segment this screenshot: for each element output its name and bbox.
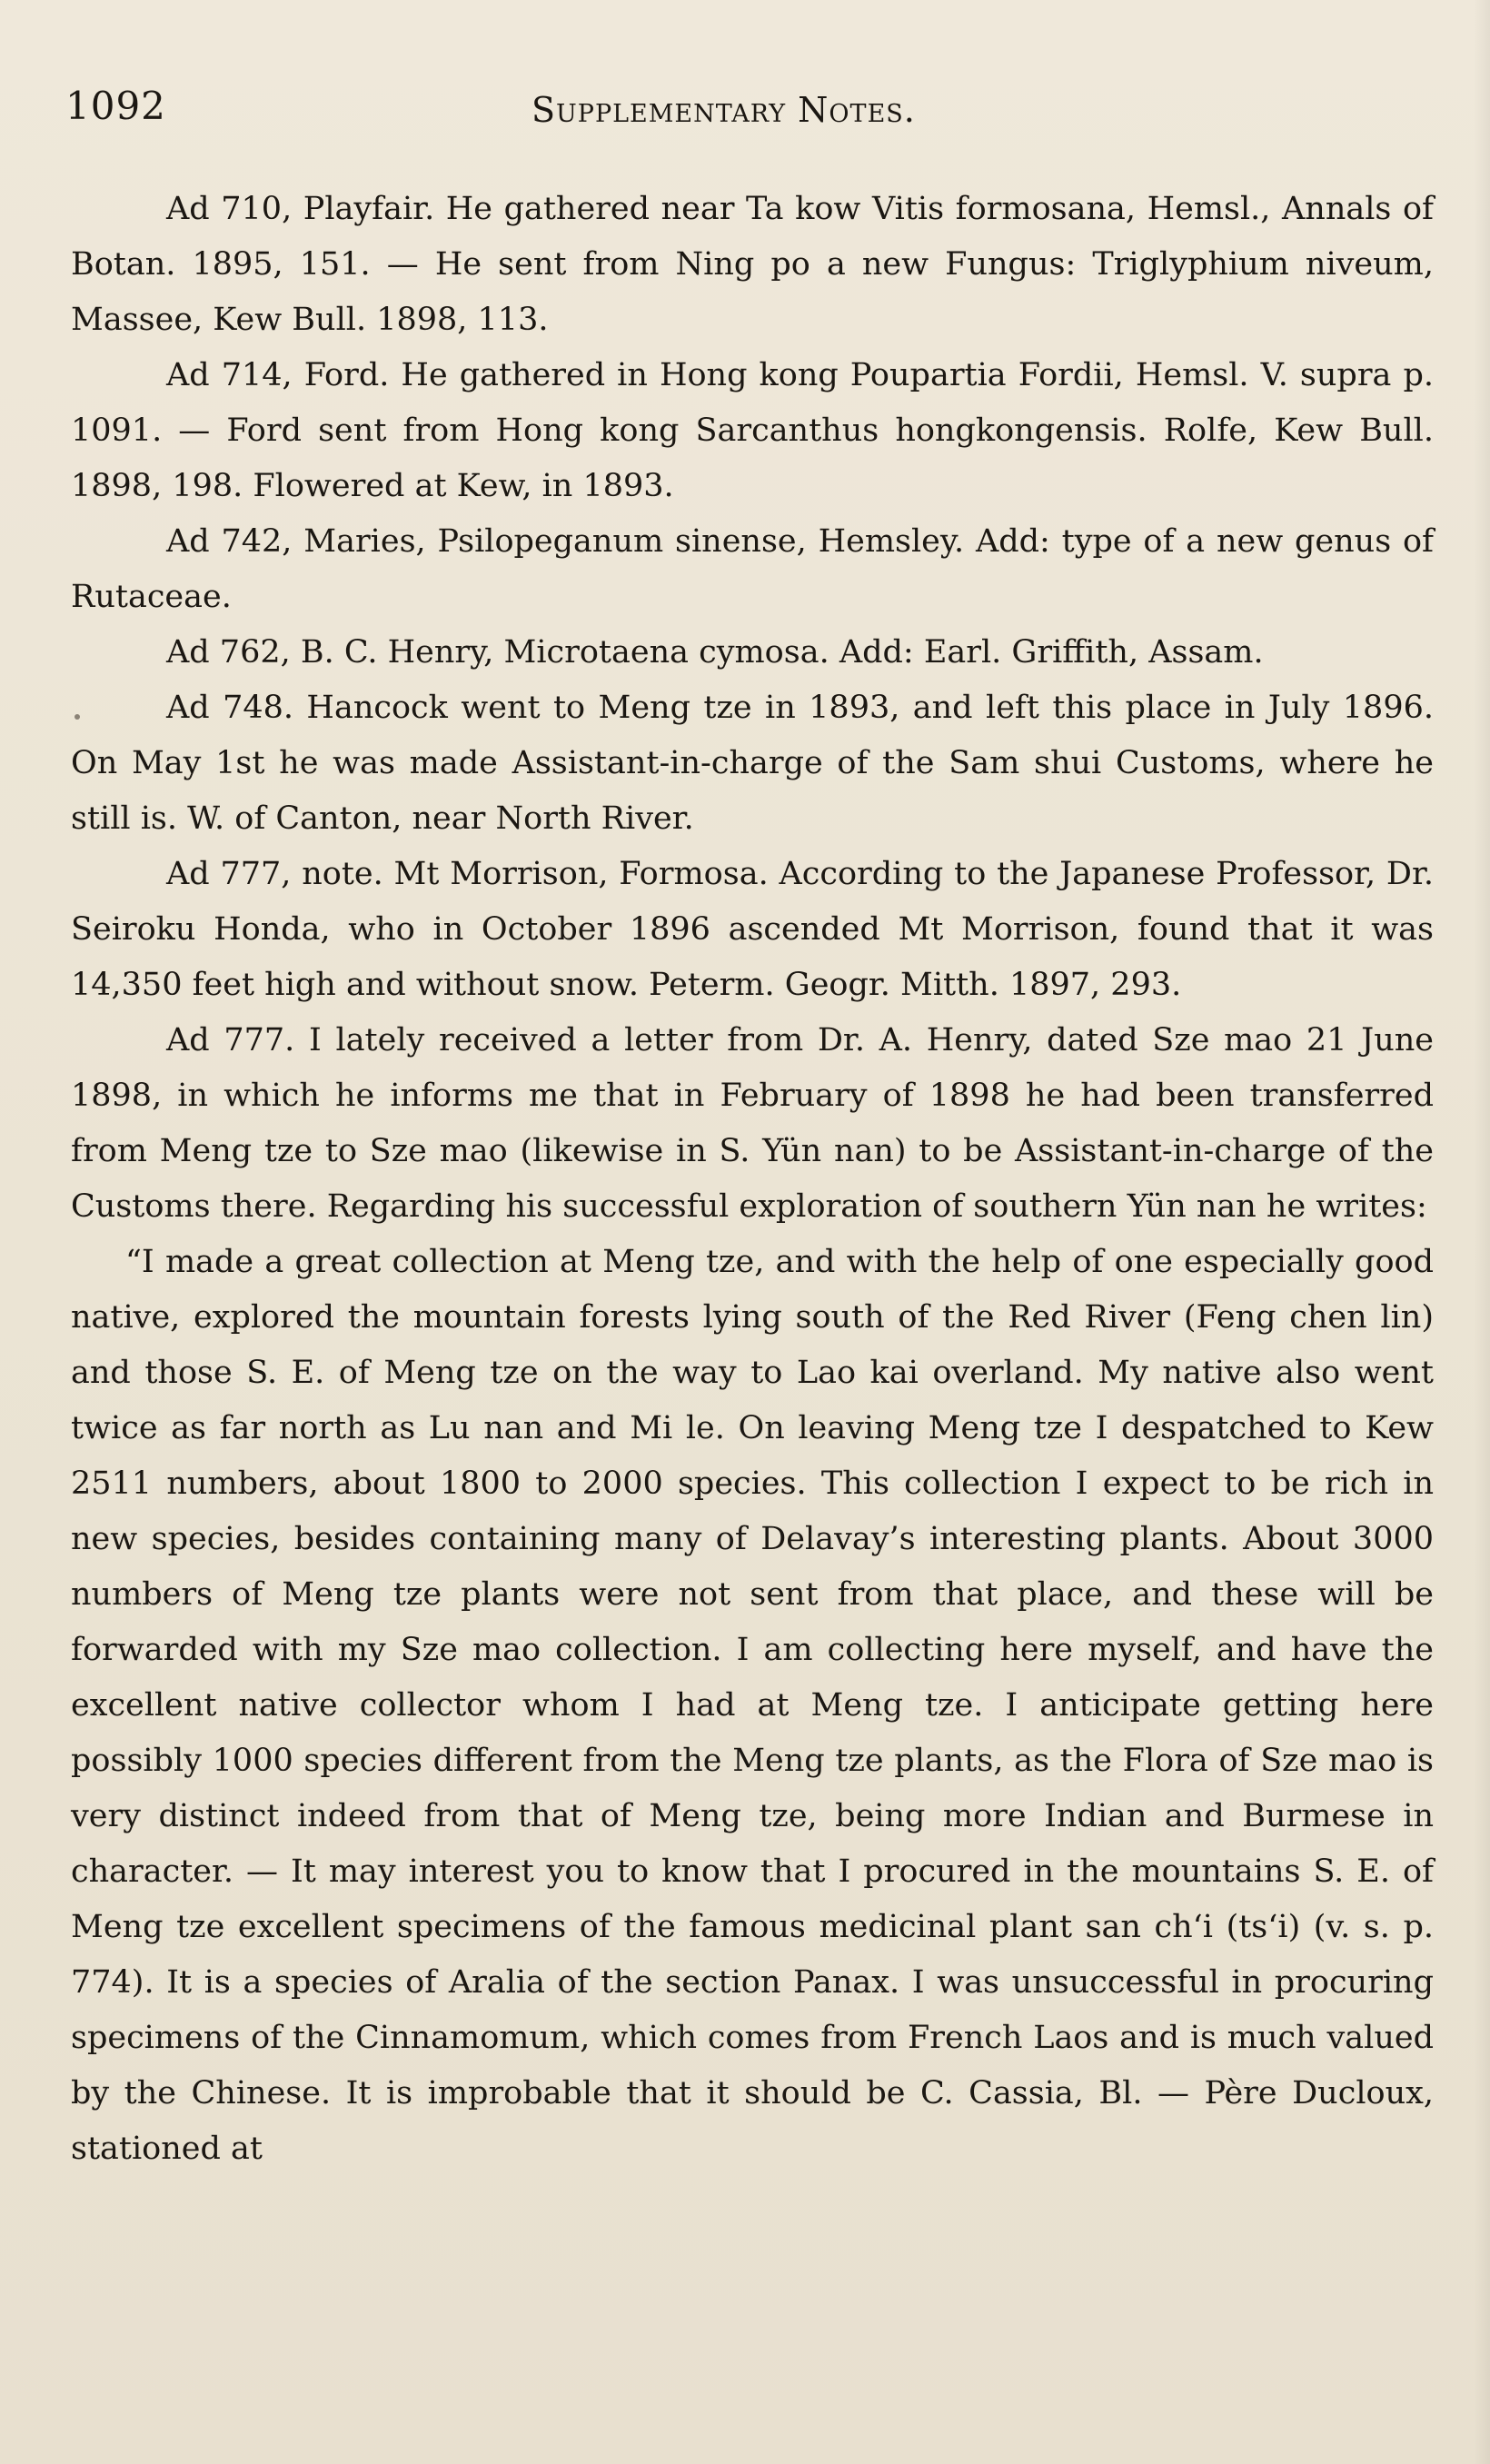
paragraph-ad-777: Ad 777. I lately received a letter from Dr. A. Henry, dated Sze mao 21 June 1898, in which he informs me that in February of 1898 he had been transferred from Meng tze to Sze mao (likewise in S. Yün nan) to be Assistant-in-charge of the Customs there. Regarding his successful exploration of southern Yün nan he writes: <box>71 1022 1434 1225</box>
paragraph-ad-742: Ad 742, Maries, Psilopeganum sinense, Hemsley. Add: type of a new genus of Rutaceae. <box>71 523 1434 615</box>
page-number: 1092 <box>65 84 166 128</box>
paragraph-henry-letter-quote: “I made a great collection at Meng tze, and with the help of one especially good native, explored the mountain forests lying south of the Red River (Feng chen lin) and those S. E. of Meng tze on the way to Lao kai overland. My native also went twice as far north as Lu nan and Mi le. On leaving Meng tze I despatched to Kew 2511 numbers, about 1800 to 2000 species. This collection I expect to be rich in new species, besides containing many of Delavay’s interesting plants. About 3000 numbers of Meng tze plants were not sent from that place, and these will be forwarded with my Sze mao collection. I am collecting here myself, and have the excellent native collector whom I had at Meng tze. I anticipate getting here possibly 1000 species different from the Meng tze plants, as the Flora of Sze mao is very distinct indeed from that of Meng tze, being more Indian and Burmese in character. — It may interest you to know that I procured in the mountains S. E. of Meng tze excellent specimens of the famous medicinal plant san ch‘i (ts‘i) (v. s. p. 774). It is a species of Aralia of the section Panax. I was unsuccessful in procuring specimens of the Cinnamomum, which comes from French Laos and is much valued by the Chinese. It is improbable that it should be C. Cassia, Bl. — Père Ducloux, stationed at <box>71 1244 1434 2167</box>
paragraph-ad-777-note: Ad 777, note. Mt Morrison, Formosa. According to the Japanese Professor, Dr. Seiroku Honda, who in October 1896 ascended Mt Morrison, found that it was 14,350 feet high and without snow. Peterm. Geogr. Mitth. 1897, 293. <box>71 856 1434 1003</box>
paragraph-ad-748: Ad 748. Hancock went to Meng tze in 1893, and left this place in July 1896. On May 1st he was made Assistant-in-charge of the Sam shui Customs, where he still is. W. of Canton, near North River. <box>71 690 1434 837</box>
page-edge-shadow <box>1474 0 1490 2464</box>
page-body <box>71 182 1434 2177</box>
running-head: Supplementary Notes. <box>531 90 916 130</box>
paragraph-ad-710: Ad 710, Playfair. He gathered near Ta kow Vitis formosana, Hemsl., Annals of Botan. 1895, 151. — He sent from Ning po a new Fungus: Triglyphium niveum, Massee, Kew Bull. 1898, 113. <box>71 191 1434 338</box>
paragraph-ad-714: Ad 714, Ford. He gathered in Hong kong Poupartia Fordii, Hemsl. V. supra p. 1091. — Ford sent from Hong kong Sarcanthus hongkongensis. Rolfe, Kew Bull. 1898, 198. Flowered at Kew, in 1893. <box>71 357 1434 504</box>
paragraph-ad-762: Ad 762, B. C. Henry, Microtaena cymosa. Add: Earl. Griffith, Assam. <box>166 634 1264 671</box>
